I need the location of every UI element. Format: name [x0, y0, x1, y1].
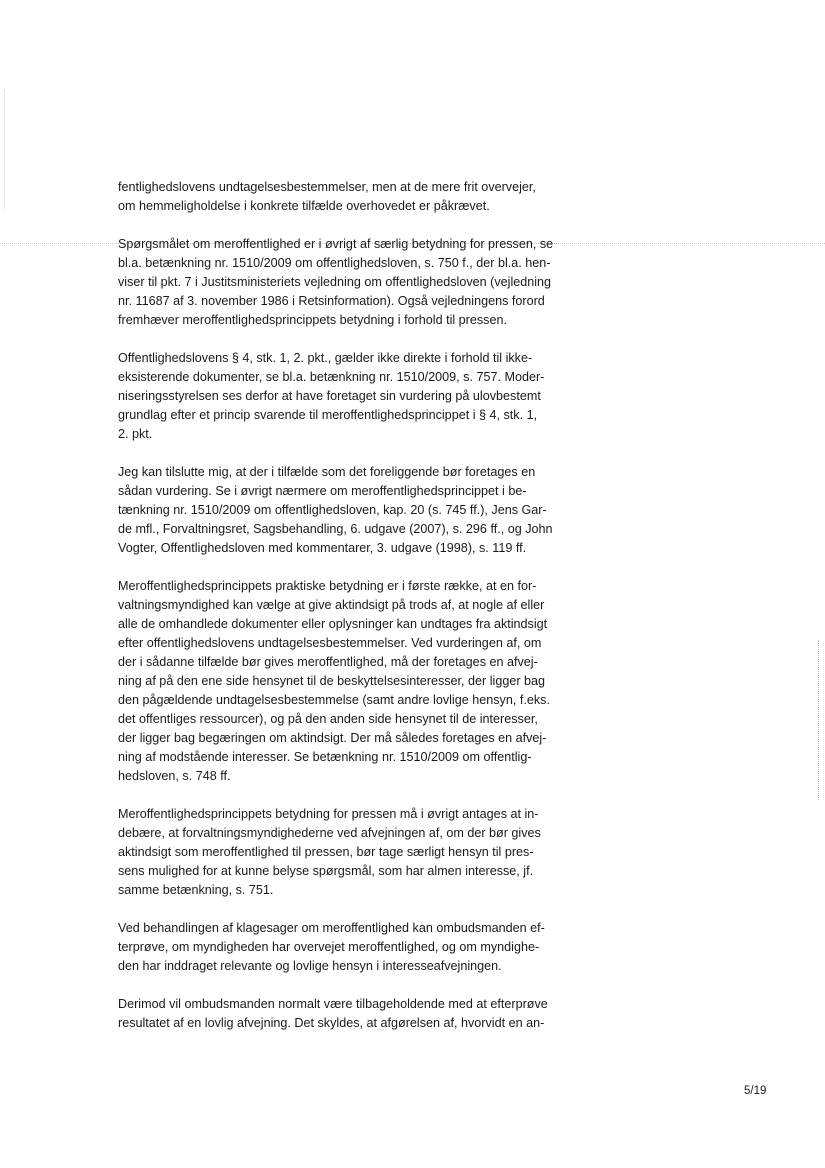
paragraph: [118, 919, 588, 976]
paragraph: [118, 805, 588, 900]
text-line: der i sådanne tilfælde bør gives meroffentlighed, må der foretages en afvej-: [118, 655, 538, 669]
paragraph: [118, 235, 588, 330]
text-line: terprøve, om myndigheden har overvejet meroffentlighed, og om myndighe-: [118, 940, 540, 954]
text-line: fentlighedslovens undtagelsesbestemmelser, men at de mere frit overvejer,: [118, 180, 536, 194]
text-line: ning af modstående interesser. Se betænkning nr. 1510/2009 om offentlig-: [118, 750, 532, 764]
scan-artifact-right: [818, 640, 819, 800]
text-line: resultatet af en lovlig afvejning. Det skyldes, at afgørelsen af, hvorvidt en an-: [118, 1016, 545, 1030]
text-line: om hemmeligholdelse i konkrete tilfælde overhovedet er påkrævet.: [118, 199, 490, 213]
text-line: Jeg kan tilslutte mig, at der i tilfælde som det foreliggende bør foretages en: [118, 465, 536, 479]
text-line: niseringsstyrelsen ses derfor at have foretaget sin vurdering på ulovbestemt: [118, 389, 541, 403]
text-line: der ligger bag begæringen om aktindsigt. Der må således foretages en afvej-: [118, 731, 547, 745]
text-line: det offentliges ressourcer), og på den anden side hensynet til de interesser,: [118, 712, 538, 726]
page-number: 5/19: [744, 1085, 767, 1097]
text-line: debære, at forvaltningsmyndighederne ved afvejningen af, om der bør gives: [118, 826, 541, 840]
text-line: de mfl., Forvaltningsret, Sagsbehandling, 6. udgave (2007), s. 296 ff., og John: [118, 522, 553, 536]
text-line: viser til pkt. 7 i Justitsministeriets vejledning om offentlighedsloven (vejledning: [118, 275, 552, 289]
text-line: aktindsigt som meroffentlighed til pressen, bør tage særligt hensyn til pres-: [118, 845, 534, 859]
text-line: grundlag efter et princip svarende til meroffentlighedsprincippet i § 4, stk. 1,: [118, 408, 538, 422]
paragraph: [118, 349, 588, 444]
document-body: [118, 178, 588, 1052]
text-line: den pågældende undtagelsesbestemmelse (samt andre lovlige hensyn, f.eks.: [118, 693, 550, 707]
text-line: den har inddraget relevante og lovlige hensyn i interesseafvejningen.: [118, 959, 502, 973]
text-line: alle de omhandlede dokumenter eller oplysninger kan undtages fra aktindsigt: [118, 617, 548, 631]
paragraph: [118, 463, 588, 558]
text-line: Ved behandlingen af klagesager om meroffentlighed kan ombudsmanden ef-: [118, 921, 545, 935]
text-line: Meroffentlighedsprincippets praktiske betydning er i første række, at en for-: [118, 579, 537, 593]
paragraph: [118, 995, 588, 1033]
paragraph: [118, 577, 588, 786]
paragraph: [118, 178, 588, 216]
text-line: hedsloven, s. 748 ff.: [118, 769, 231, 783]
text-line: nr. 11687 af 3. november 1986 i Retsinformation). Også vejledningens forord: [118, 294, 545, 308]
text-line: Spørgsmålet om meroffentlighed er i øvrigt af særlig betydning for pressen, se: [118, 237, 554, 251]
text-line: Derimod vil ombudsmanden normalt være tilbageholdende med at efterprøve: [118, 997, 548, 1011]
scan-artifact-left: [4, 90, 5, 210]
text-line: Meroffentlighedsprincippets betydning for pressen må i øvrigt antages at in-: [118, 807, 539, 821]
text-line: ning af på den ene side hensynet til de beskyttelsesinteresser, der ligger bag: [118, 674, 546, 688]
text-line: tænkning nr. 1510/2009 om offentlighedsloven, kap. 20 (s. 745 ff.), Jens Gar-: [118, 503, 547, 517]
text-line: samme betænkning, s. 751.: [118, 883, 274, 897]
text-line: efter offentlighedslovens undtagelsesbestemmelser. Ved vurderingen af, om: [118, 636, 542, 650]
text-line: sens mulighed for at kunne belyse spørgsmål, som har almen interesse, jf.: [118, 864, 534, 878]
text-line: Vogter, Offentlighedsloven med kommentarer, 3. udgave (1998), s. 119 ff.: [118, 541, 527, 555]
text-line: fremhæver meroffentlighedsprincippets betydning i forhold til pressen.: [118, 313, 507, 327]
text-line: valtningsmyndighed kan vælge at give aktindsigt på trods af, at nogle af eller: [118, 598, 545, 612]
text-line: sådan vurdering. Se i øvrigt nærmere om meroffentlighedsprincippet i be-: [118, 484, 527, 498]
text-line: 2. pkt.: [118, 427, 153, 441]
text-line: eksisterende dokumenter, se bl.a. betænkning nr. 1510/2009, s. 757. Moder-: [118, 370, 545, 384]
text-line: Offentlighedslovens § 4, stk. 1, 2. pkt., gælder ikke direkte i forhold til ikke-: [118, 351, 533, 365]
text-line: bl.a. betænkning nr. 1510/2009 om offentlighedsloven, s. 750 f., der bl.a. hen-: [118, 256, 551, 270]
